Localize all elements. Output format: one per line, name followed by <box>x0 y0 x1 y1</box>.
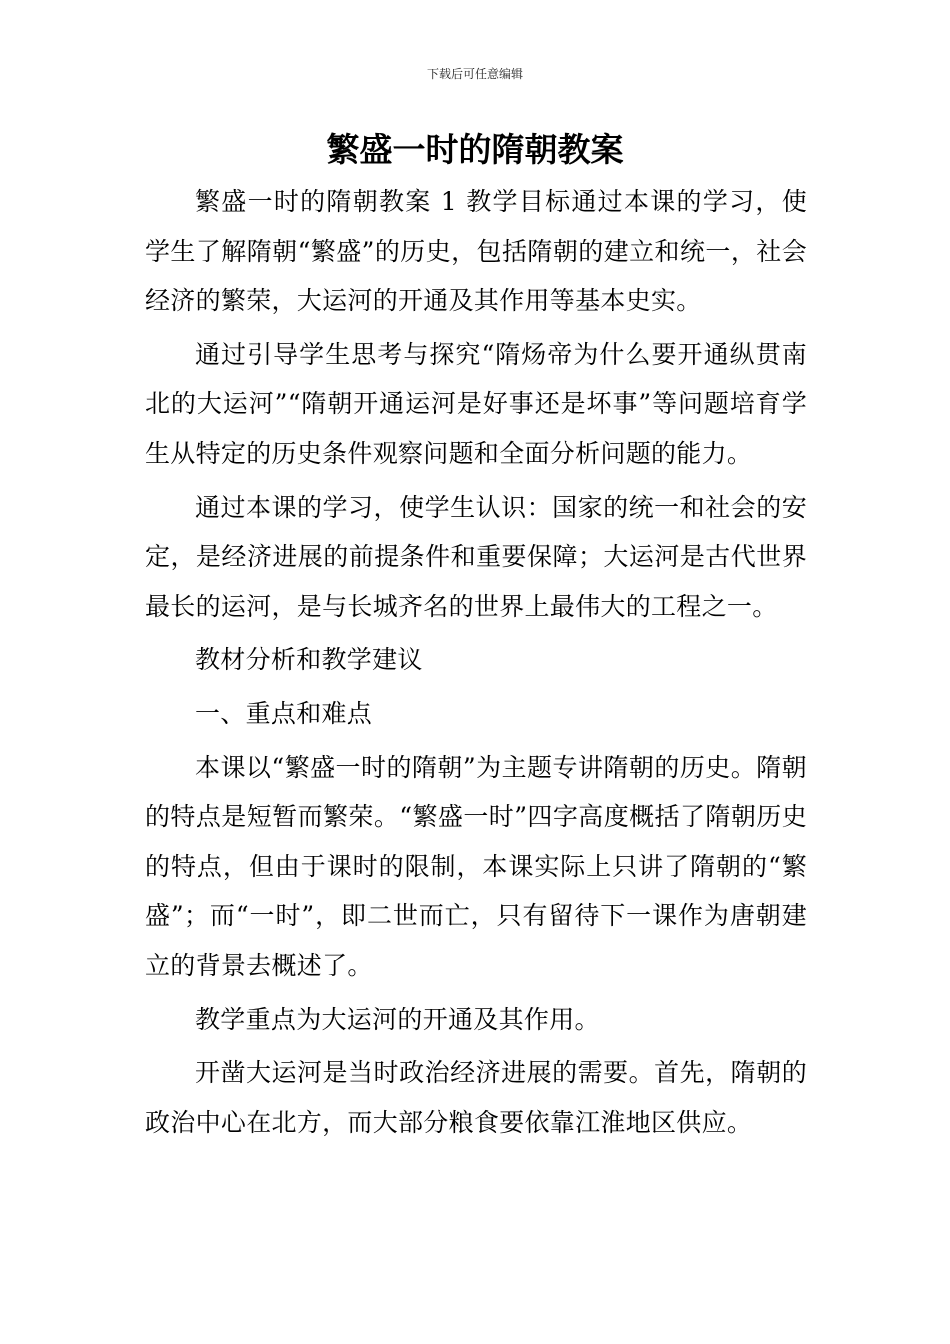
paragraph-objectives: 繁盛一时的隋朝教案 1 教学目标通过本课的学习，使学生了解隋朝“繁盛”的历史，包括隋朝的建立和统一，社会经济的繁荣，大运河的开通及其作用等基本史实。 <box>145 187 807 316</box>
document-title: 繁盛一时的隋朝教案 <box>326 130 624 169</box>
section-heading-key-points: 一、重点和难点 <box>195 698 373 728</box>
paragraph-canal-reason: 开凿大运河是当时政治经济进展的需要。首先，隋朝的政治中心在北方，而大部分粮食要依靠江淮地区供应。 <box>145 1058 807 1137</box>
paragraph-theme: 本课以“繁盛一时的隋朝”为主题专讲隋朝的历史。隋朝的特点是短暂而繁荣。“繁盛一时”四字高度概括了隋朝历史的特点，但由于课时的限制，本课实际上只讲了隋朝的“繁盛”；而“一时”，即二世而亡，只有留待下一课作为唐朝建立的背景去概述了。 <box>145 752 807 980</box>
paragraph-focus: 教学重点为大运河的开通及其作用。 <box>195 1004 600 1034</box>
paragraph-understanding: 通过本课的学习，使学生认识：国家的统一和社会的安定，是经济进展的前提条件和重要保障；大运河是古代世界最长的运河，是与长城齐名的世界上最伟大的工程之一。 <box>145 492 807 621</box>
section-heading-analysis: 教材分析和教学建议 <box>195 645 423 675</box>
paragraph-inquiry: 通过引导学生思考与探究“隋炀帝为什么要开通纵贯南北的大运河”“隋朝开通运河是好事还是坏事”等问题培育学生从特定的历史条件观察问题和全面分析问题的能力。 <box>145 339 807 468</box>
header-note: 下载后可任意编辑 <box>426 67 523 81</box>
document-body <box>145 177 807 1151</box>
